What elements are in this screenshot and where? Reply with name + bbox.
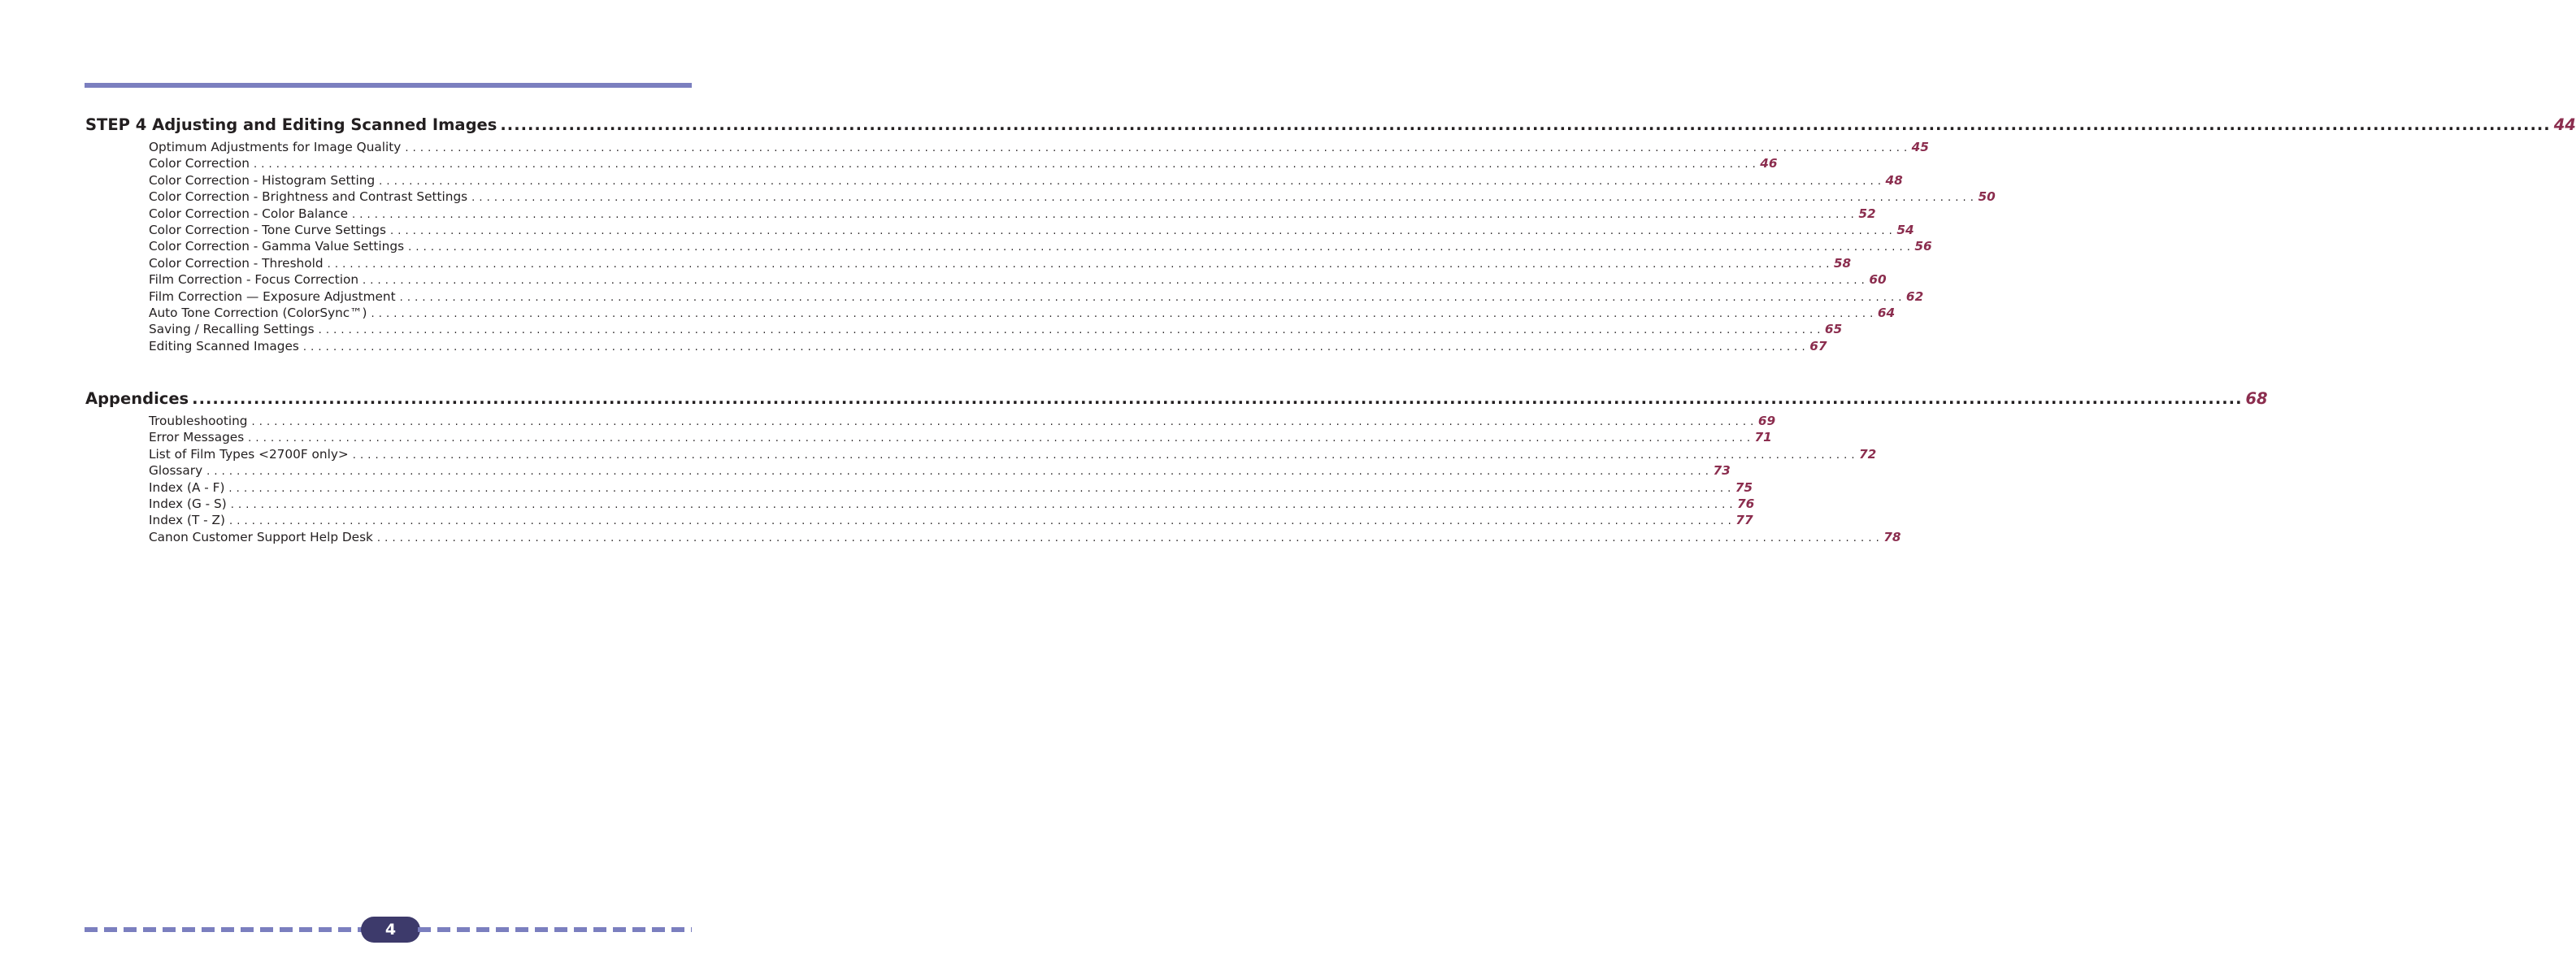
- leader-dots: . . . . . . . . . . . . . . . . . . . . . . . . . . . . . . . . . . . . . . . . . . . . . . . . . . . . . . . . . . . . . . . . . . . . . . . . . . . . . . . . . . . . . . . . . . . . . . . . . . . . . . . . . . . . . . . . . . . . . . . . . . . . . . . . . . . . . . . . . . . . . . . . . . . . . . . . . . . . . . . . . . . . . . . . . . . . . . . . . . . . . . . . . . . . . . . . . . . . . . . .: [471, 192, 1974, 205]
- toc-entry-label: Film Correction - Focus Correction: [149, 272, 359, 288]
- toc-entry[interactable]: [149, 206, 1876, 223]
- toc-entry-page-link[interactable]: 46: [1760, 156, 1778, 171]
- footer-dash-left: [85, 927, 363, 932]
- toc-entry-label: Color Correction - Histogram Setting: [149, 172, 376, 188]
- section-heading[interactable]: [85, 389, 2268, 414]
- toc-entry-label: Color Correction - Threshold: [149, 255, 324, 271]
- leader-dots: . . . . . . . . . . . . . . . . . . . . . . . . . . . . . . . . . . . . . . . . . . . . . . . . . . . . . . . . . . . . . . . . . . . . . . . . . . . . . . . . . . . . . . . . . . . . . . . . . . . . . . . . . . . . . . . . . . . . . . . . . . . . . . . . . . . . . . . . . . . . . . . . . . . . . . . . . . . . . . . . . . . . . . . . . . . . . . . . . . . . . . . . . . . . . . . . . . . . . . . .: [206, 466, 1709, 479]
- toc-entry-page-link[interactable]: 73: [1713, 463, 1731, 479]
- toc-entry-label: Editing Scanned Images: [149, 338, 299, 353]
- toc-entry-page-link[interactable]: 58: [1833, 255, 1852, 271]
- page-footer: [85, 917, 692, 943]
- toc-entry[interactable]: [149, 156, 1778, 172]
- leader-dots: . . . . . . . . . . . . . . . . . . . . . . . . . . . . . . . . . . . . . . . . . . . . . . . . . . . . . . . . . . . . . . . . . . . . . . . . . . . . . . . . . . . . . . . . . . . . . . . . . . . . . . . . . . . . . . . . . . . . . . . . . . . . . . . . . . . . . . . . . . . . . . . . . . . . . . . . . . . . . . . . . . . . . . . . . . . . . . . . . . . . . . . . . . . . . . . . . . . . . . . .: [376, 531, 1880, 544]
- leader-dots: . . . . . . . . . . . . . . . . . . . . . . . . . . . . . . . . . . . . . . . . . . . . . . . . . . . . . . . . . . . . . . . . . . . . . . . . . . . . . . . . . . . . . . . . . . . . . . . . . . . . . . . . . . . . . . . . . . . . . . . . . . . . . . . . . . . . . . . . . . . . . . . . . . . . . . . . . . . . . . . . . . . . . . . . . . . . . . . . . . . . . . . . . . . . . . . . . . . . . . . .: [399, 291, 1902, 304]
- page-number-badge: 4: [361, 917, 420, 943]
- leader-dots: . . . . . . . . . . . . . . . . . . . . . . . . . . . . . . . . . . . . . . . . . . . . . . . . . . . . . . . . . . . . . . . . . . . . . . . . . . . . . . . . . . . . . . . . . . . . . . . . . . . . . . . . . . . . . . . . . . . . . . . . . . . . . . . . . . . . . . . . . . . . . . . . . . . . . . . . . . . . . . . . . . . . . . . . . . . . . . . . . . . . . . . . . . . . . . . . . . . . . . . .: [230, 498, 1734, 511]
- toc-entry-label: Auto Tone Correction (ColorSync™): [149, 305, 367, 320]
- toc-entry-label: Color Correction - Tone Curve Settings: [149, 222, 386, 237]
- toc-entry-label: List of Film Types <2700F only>: [149, 446, 349, 462]
- toc-entry-page-link[interactable]: 78: [1883, 529, 1901, 544]
- leader-dots: . . . . . . . . . . . . . . . . . . . . . . . . . . . . . . . . . . . . . . . . . . . . . . . . . . . . . . . . . . . . . . . . . . . . . . . . . . . . . . . . . . . . . . . . . . . . . . . . . . . . . . . . . . . . . . . . . . . . . . . . . . . . . . . . . . . . . . . . . . . . . . . . . . . . . . . . . . . . . . . . . . . . . . . . . . . . . . . . . . . . . . . . . . . . . . . . . . . . . . . .: [363, 275, 1866, 288]
- toc-entry-page-link[interactable]: 62: [1905, 288, 1924, 304]
- toc-entry-label: Color Correction - Color Balance: [149, 206, 348, 221]
- toc-entry[interactable]: [149, 189, 1996, 206]
- toc-entry-label: Optimum Adjustments for Image Quality: [149, 140, 402, 154]
- toc-entry[interactable]: [149, 239, 1932, 255]
- leader-dots: . . . . . . . . . . . . . . . . . . . . . . . . . . . . . . . . . . . . . . . . . . . . . . . . . . . . . . . . . . . . . . . . . . . . . . . . . . . . . . . . . . . . . . . . . . . . . . . . . . . . . . . . . . . . . . . . . . . . . . . . . . . . . . . . . . . . . . . . . . . . . . . . . . . . . . . . . . . . . . . . . . . . . . . . . . . . . . . . . . . . . . . . . . . . . . . . . . . . . . . .: [379, 175, 1882, 188]
- toc-entry[interactable]: [149, 446, 1877, 463]
- toc-entry-page-link[interactable]: 54: [1896, 222, 1914, 237]
- leader-dots: . . . . . . . . . . . . . . . . . . . . . . . . . . . . . . . . . . . . . . . . . . . . . . . . . . . . . . . . . . . . . . . . . . . . . . . . . . . . . . . . . . . . . . . . . . . . . . . . . . . . . . . . . . . . . . . . . . . . . . . . . . . . . . . . . . . . . . . . . . . . . . . . . . . . . . . . . . . . . . . . . . . . . . . . . . . . . . . . . . . . . . . . . . . . . . . . . . . . . . . .: [390, 224, 1893, 237]
- section-title: STEP 4 Adjusting and Editing Scanned Images: [85, 115, 497, 134]
- toc-entry[interactable]: [149, 222, 1914, 239]
- leader-dots: . . . . . . . . . . . . . . . . . . . . . . . . . . . . . . . . . . . . . . . . . . . . . . . . . . . . . . . . . . . . . . . . . . . . . . . . . . . . . . . . . . . . . . . . . . . . . . . . . . . . . . . . . . . . . . . . . . . . . . . . . . . . . . . . . . . . . . . . . . . . . . . . . . . . . . . . . . . . . . . . . . . . . . . . . . . . . . . . . . . . . . . . . . . . . . . . . . . . . . . .: [251, 416, 1754, 428]
- toc-entry-page-link[interactable]: 65: [1824, 322, 1843, 337]
- toc-section-appendices: [85, 389, 2268, 546]
- toc-entries: [149, 414, 1901, 546]
- toc-entry-page-link[interactable]: 56: [1914, 239, 1932, 254]
- toc-entry[interactable]: [149, 255, 1852, 272]
- toc-entry[interactable]: [149, 272, 1887, 288]
- toc-section-step4: [85, 115, 2576, 355]
- toc-entry-page-link[interactable]: 45: [1911, 140, 1929, 154]
- leader-dots: . . . . . . . . . . . . . . . . . . . . . . . . . . . . . . . . . . . . . . . . . . . . . . . . . . . . . . . . . . . . . . . . . . . . . . . . . . . . . . . . . . . . . . . . . . . . . . . . . . . . . . . . . . . . . . . . . . . . . . . . . . . . . . . . . . . . . . . . . . . . . . . . . . . . . . . . . . . . . . . . . . . . . . . . . . . . . . . . . . . . . . . . . . . . . . . . . . . . . . . .: [302, 340, 1806, 353]
- toc-entry[interactable]: [149, 172, 1903, 189]
- toc-entry-page-link[interactable]: 64: [1877, 305, 1896, 320]
- toc-entry-page-link[interactable]: 69: [1757, 414, 1776, 428]
- toc-entry[interactable]: [149, 430, 1772, 446]
- toc-entry-label: Index (A - F): [149, 479, 225, 495]
- toc-entry[interactable]: [149, 338, 1827, 355]
- toc-entry-page-link[interactable]: 75: [1735, 479, 1753, 495]
- toc-entry-page-link[interactable]: 72: [1859, 446, 1877, 462]
- toc-entry[interactable]: [149, 479, 1753, 497]
- leader-dots: . . . . . . . . . . . . . . . . . . . . . . . . . . . . . . . . . . . . . . . . . . . . . . . . . . . . . . . . . . . . . . . . . . . . . . . . . . . . . . . . . . . . . . . . . . . . . . . . . . . . . . . . . . . . . . . . . . . . . . . . . . . . . . . . . . . . . . . . . . . . . . . . . . . . . . . . . . . . . . . . . . . . . . . . . . . . . . . . . . . . . . . . . . . . . . . . . . . . . . . .: [228, 515, 1732, 528]
- leader-dots: . . . . . . . . . . . . . . . . . . . . . . . . . . . . . . . . . . . . . . . . . . . . . . . . . . . . . . . . . . . . . . . . . . . . . . . . . . . . . . . . . . . . . . . . . . . . . . . . . . . . . . . . . . . . . . . . . . . . . . . . . . . . . . . . . . . . . . . . . . . . . . . . . . . . . . . . . . . . . . . . . . . . . . . . . . . . . . . . . . . . . . . . . . . . . . . . . . . . . . . .: [352, 449, 1856, 462]
- section-page-link[interactable]: 44: [2553, 115, 2576, 134]
- toc-entry[interactable]: [149, 496, 1755, 513]
- toc-entry-label: Glossary: [149, 463, 203, 479]
- leader-dots: . . . . . . . . . . . . . . . . . . . . . . . . . . . . . . . . . . . . . . . . . . . . . . . . . . . . . . . . . . . . . . . . . . . . . . . . . . . . . . . . . . . . . . . . . . . . . . . . . . . . . . . . . . . . . . . . . . . . . . . . . . . . . . . . . . . . . . . . . . . . . . . . . . . . . . . . . . . . . . . . . . . . . . . . . . . . . . . . . . . . . . . . . . . . . . . . . . . . . . . .: [248, 432, 1751, 445]
- toc-entry[interactable]: [149, 305, 1896, 322]
- toc-entry[interactable]: [149, 463, 1731, 479]
- leader-dots: ............................................................................................................................................................................................................................................................................................................: [500, 115, 2551, 134]
- top-rule: [85, 83, 692, 88]
- footer-dash-right: [418, 927, 692, 932]
- toc-entry-label: Canon Customer Support Help Desk: [149, 529, 373, 544]
- toc-entry-page-link[interactable]: 67: [1809, 338, 1827, 353]
- toc-entry-label: Color Correction - Gamma Value Settings: [149, 239, 405, 254]
- toc-entry[interactable]: [149, 414, 1776, 430]
- toc-entry-label: Color Correction - Brightness and Contrast Settings: [149, 189, 468, 205]
- toc-entry-label: Film Correction — Exposure Adjustment: [149, 288, 396, 304]
- toc-entry-label: Saving / Recalling Settings: [149, 322, 315, 337]
- toc-entry-label: Color Correction: [149, 156, 250, 171]
- toc-entries: [149, 140, 1996, 355]
- toc-entry-label: Error Messages: [149, 430, 245, 445]
- leader-dots: . . . . . . . . . . . . . . . . . . . . . . . . . . . . . . . . . . . . . . . . . . . . . . . . . . . . . . . . . . . . . . . . . . . . . . . . . . . . . . . . . . . . . . . . . . . . . . . . . . . . . . . . . . . . . . . . . . . . . . . . . . . . . . . . . . . . . . . . . . . . . . . . . . . . . . . . . . . . . . . . . . . . . . . . . . . . . . . . . . . . . . . . . . . . . . . . . . . . . . . .: [371, 307, 1874, 320]
- toc-entry[interactable]: [149, 513, 1753, 529]
- toc-entry-page-link[interactable]: 76: [1737, 496, 1755, 511]
- leader-dots: . . . . . . . . . . . . . . . . . . . . . . . . . . . . . . . . . . . . . . . . . . . . . . . . . . . . . . . . . . . . . . . . . . . . . . . . . . . . . . . . . . . . . . . . . . . . . . . . . . . . . . . . . . . . . . . . . . . . . . . . . . . . . . . . . . . . . . . . . . . . . . . . . . . . . . . . . . . . . . . . . . . . . . . . . . . . . . . . . . . . . . . . . . . . . . . . . . . . . . . .: [228, 482, 1731, 495]
- leader-dots: . . . . . . . . . . . . . . . . . . . . . . . . . . . . . . . . . . . . . . . . . . . . . . . . . . . . . . . . . . . . . . . . . . . . . . . . . . . . . . . . . . . . . . . . . . . . . . . . . . . . . . . . . . . . . . . . . . . . . . . . . . . . . . . . . . . . . . . . . . . . . . . . . . . . . . . . . . . . . . . . . . . . . . . . . . . . . . . . . . . . . . . . . . . . . . . . . . . . . . . .: [253, 158, 1757, 171]
- toc-entry-page-link[interactable]: 48: [1885, 172, 1903, 188]
- leader-dots: . . . . . . . . . . . . . . . . . . . . . . . . . . . . . . . . . . . . . . . . . . . . . . . . . . . . . . . . . . . . . . . . . . . . . . . . . . . . . . . . . . . . . . . . . . . . . . . . . . . . . . . . . . . . . . . . . . . . . . . . . . . . . . . . . . . . . . . . . . . . . . . . . . . . . . . . . . . . . . . . . . . . . . . . . . . . . . . . . . . . . . . . . . . . . . . . . . . . . . . .: [408, 241, 1911, 254]
- section-page-link[interactable]: 68: [2245, 389, 2268, 408]
- toc-entry-page-link[interactable]: 50: [1978, 189, 1996, 205]
- toc-entry-page-link[interactable]: 77: [1735, 513, 1753, 528]
- section-title: Appendices: [85, 389, 189, 408]
- toc-entry[interactable]: [149, 288, 1924, 306]
- toc-entry-label: Index (T - Z): [149, 513, 225, 528]
- leader-dots: ............................................................................................................................................................................................................................................................................................................: [192, 389, 2243, 408]
- toc-entry-label: Index (G - S): [149, 496, 227, 511]
- toc-entry[interactable]: [149, 140, 1929, 156]
- section-heading[interactable]: [85, 115, 2576, 140]
- toc-entry-page-link[interactable]: 60: [1869, 272, 1887, 288]
- leader-dots: . . . . . . . . . . . . . . . . . . . . . . . . . . . . . . . . . . . . . . . . . . . . . . . . . . . . . . . . . . . . . . . . . . . . . . . . . . . . . . . . . . . . . . . . . . . . . . . . . . . . . . . . . . . . . . . . . . . . . . . . . . . . . . . . . . . . . . . . . . . . . . . . . . . . . . . . . . . . . . . . . . . . . . . . . . . . . . . . . . . . . . . . . . . . . . . . . . . . . . . .: [352, 208, 1855, 221]
- leader-dots: . . . . . . . . . . . . . . . . . . . . . . . . . . . . . . . . . . . . . . . . . . . . . . . . . . . . . . . . . . . . . . . . . . . . . . . . . . . . . . . . . . . . . . . . . . . . . . . . . . . . . . . . . . . . . . . . . . . . . . . . . . . . . . . . . . . . . . . . . . . . . . . . . . . . . . . . . . . . . . . . . . . . . . . . . . . . . . . . . . . . . . . . . . . . . . . . . . . . . . . .: [318, 324, 1821, 337]
- toc-entry[interactable]: [149, 529, 1901, 546]
- leader-dots: . . . . . . . . . . . . . . . . . . . . . . . . . . . . . . . . . . . . . . . . . . . . . . . . . . . . . . . . . . . . . . . . . . . . . . . . . . . . . . . . . . . . . . . . . . . . . . . . . . . . . . . . . . . . . . . . . . . . . . . . . . . . . . . . . . . . . . . . . . . . . . . . . . . . . . . . . . . . . . . . . . . . . . . . . . . . . . . . . . . . . . . . . . . . . . . . . . . . . . . .: [327, 258, 1830, 271]
- toc-entry-page-link[interactable]: 52: [1858, 206, 1876, 221]
- leader-dots: . . . . . . . . . . . . . . . . . . . . . . . . . . . . . . . . . . . . . . . . . . . . . . . . . . . . . . . . . . . . . . . . . . . . . . . . . . . . . . . . . . . . . . . . . . . . . . . . . . . . . . . . . . . . . . . . . . . . . . . . . . . . . . . . . . . . . . . . . . . . . . . . . . . . . . . . . . . . . . . . . . . . . . . . . . . . . . . . . . . . . . . . . . . . . . . . . . . . . . . .: [405, 142, 1908, 154]
- toc-entry[interactable]: [149, 322, 1843, 338]
- toc-entry-label: Troubleshooting: [149, 414, 248, 428]
- toc-entry-page-link[interactable]: 71: [1754, 430, 1772, 445]
